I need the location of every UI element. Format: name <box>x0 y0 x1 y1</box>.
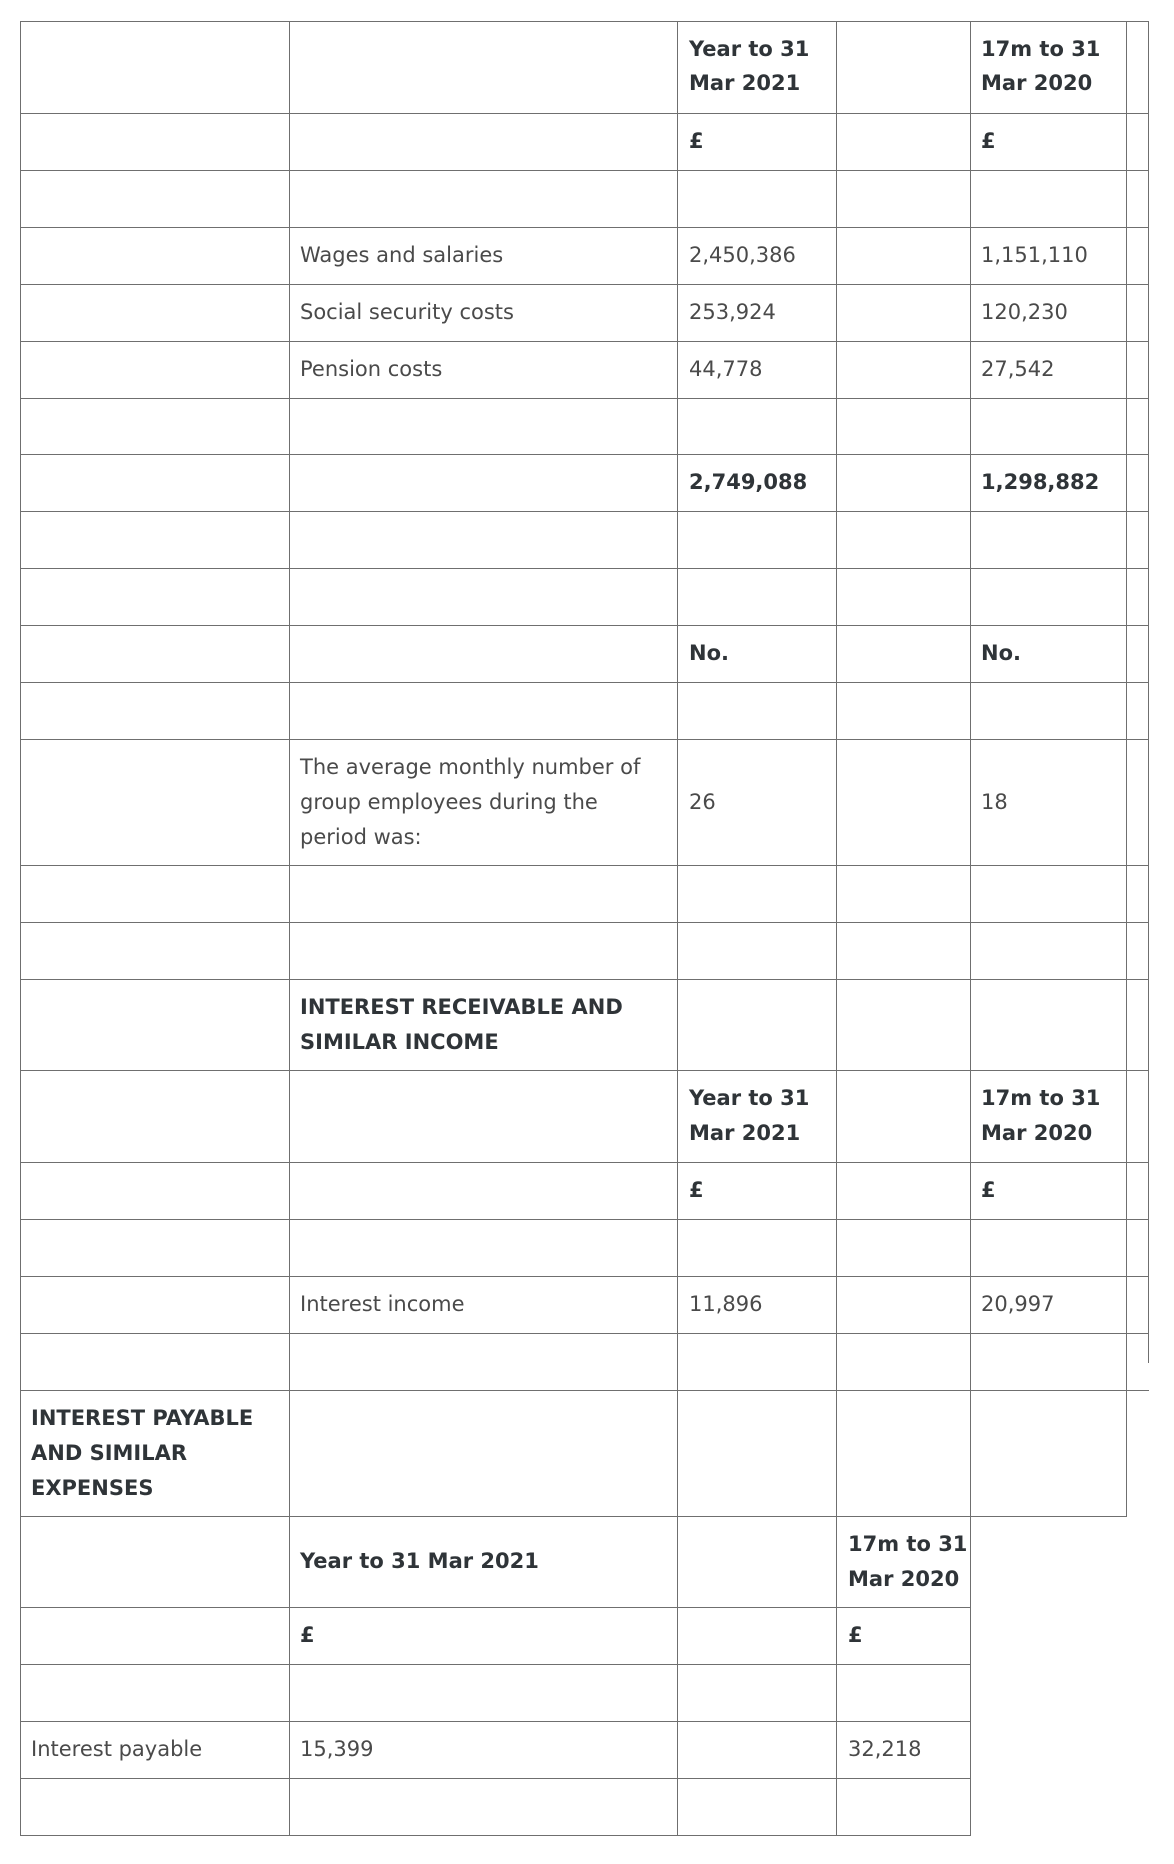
section-title-line1: INTEREST RECEIVABLE AND <box>300 995 623 1019</box>
grid-line <box>20 1219 1149 1220</box>
row-label: Interest payable <box>31 1737 203 1761</box>
grid-line <box>836 21 837 1836</box>
col-header-current-line2: Mar 2021 <box>689 71 801 95</box>
row-label: Wages and salaries <box>300 243 504 267</box>
row-value-current: 44,778 <box>689 357 763 381</box>
col-header-prior-line2: Mar 2020 <box>981 71 1093 95</box>
col-header-current-line1: Year to 31 <box>689 37 810 61</box>
grid-line <box>20 170 1149 171</box>
currency-prior: £ <box>981 1178 996 1202</box>
col-header-prior-line2: Mar 2020 <box>848 1567 960 1591</box>
row-value-current: 2,450,386 <box>689 243 796 267</box>
row-value-prior: 1,151,110 <box>981 243 1088 267</box>
grid-line <box>20 341 1149 342</box>
grid-line <box>20 284 1149 285</box>
employees-current: 26 <box>689 790 716 814</box>
section-title-line3: EXPENSES <box>31 1476 154 1500</box>
row-value-prior: 27,542 <box>981 357 1055 381</box>
no-header-current: No. <box>689 641 729 665</box>
employees-prior: 18 <box>981 790 1008 814</box>
row-value-current: 11,896 <box>689 1292 763 1316</box>
grid-line <box>20 1664 971 1665</box>
grid-line <box>677 21 678 1836</box>
grid-line <box>20 1333 1149 1334</box>
row-label: Pension costs <box>300 357 443 381</box>
employees-label-line1: The average monthly number of <box>300 755 641 779</box>
currency-current: £ <box>689 129 704 153</box>
col-header-prior-line1: 17m to 31 <box>981 37 1101 61</box>
grid-line <box>20 227 1149 228</box>
grid-line <box>20 739 1149 740</box>
total-current: 2,749,088 <box>689 470 808 494</box>
col-header-current: Year to 31 Mar 2021 <box>300 1549 539 1573</box>
grid-line <box>20 21 21 1836</box>
grid-line <box>20 1390 1149 1391</box>
grid-line <box>20 1721 971 1722</box>
grid-line <box>20 979 1149 980</box>
row-value-prior: 20,997 <box>981 1292 1055 1316</box>
grid-line <box>20 682 1149 683</box>
no-header-prior: No. <box>981 641 1021 665</box>
grid-line <box>1148 21 1149 1363</box>
col-header-prior-line2: Mar 2020 <box>981 1121 1093 1145</box>
grid-line <box>1126 21 1127 1517</box>
grid-line <box>289 21 290 1836</box>
grid-line <box>20 1516 1127 1517</box>
employees-label-line3: period was: <box>300 825 422 849</box>
grid-line <box>20 625 1149 626</box>
currency-current: £ <box>300 1623 315 1647</box>
grid-line <box>20 454 1149 455</box>
grid-line <box>20 922 1149 923</box>
grid-line <box>20 865 1149 866</box>
grid-line <box>20 1778 971 1779</box>
grid-line <box>20 21 1149 22</box>
col-header-current-line1: Year to 31 <box>689 1086 810 1110</box>
grid-line <box>20 113 1149 114</box>
section-title-line2: SIMILAR INCOME <box>300 1030 499 1054</box>
grid-line <box>970 21 971 1836</box>
row-value-prior: 120,230 <box>981 300 1068 324</box>
grid-line <box>20 511 1149 512</box>
currency-prior: £ <box>981 129 996 153</box>
grid-line <box>20 1607 971 1608</box>
total-prior: 1,298,882 <box>981 470 1100 494</box>
row-value-prior: 32,218 <box>848 1737 922 1761</box>
grid-line <box>20 398 1149 399</box>
grid-line <box>20 1835 971 1836</box>
col-header-current-line2: Mar 2021 <box>689 1121 801 1145</box>
row-value-current: 253,924 <box>689 300 776 324</box>
grid-line <box>20 1276 1149 1277</box>
row-label: Social security costs <box>300 300 514 324</box>
row-value-current: 15,399 <box>300 1737 374 1761</box>
grid-line <box>20 1070 1149 1071</box>
col-header-prior-line1: 17m to 31 <box>848 1532 968 1556</box>
section-title-line1: INTEREST PAYABLE <box>31 1406 254 1430</box>
currency-prior: £ <box>848 1623 863 1647</box>
currency-current: £ <box>689 1178 704 1202</box>
section-title-line2: AND SIMILAR <box>31 1441 188 1465</box>
employees-label-line2: group employees during the <box>300 790 598 814</box>
grid-line <box>20 1162 1149 1163</box>
grid-line <box>20 568 1149 569</box>
col-header-prior-line1: 17m to 31 <box>981 1086 1101 1110</box>
row-label: Interest income <box>300 1292 465 1316</box>
